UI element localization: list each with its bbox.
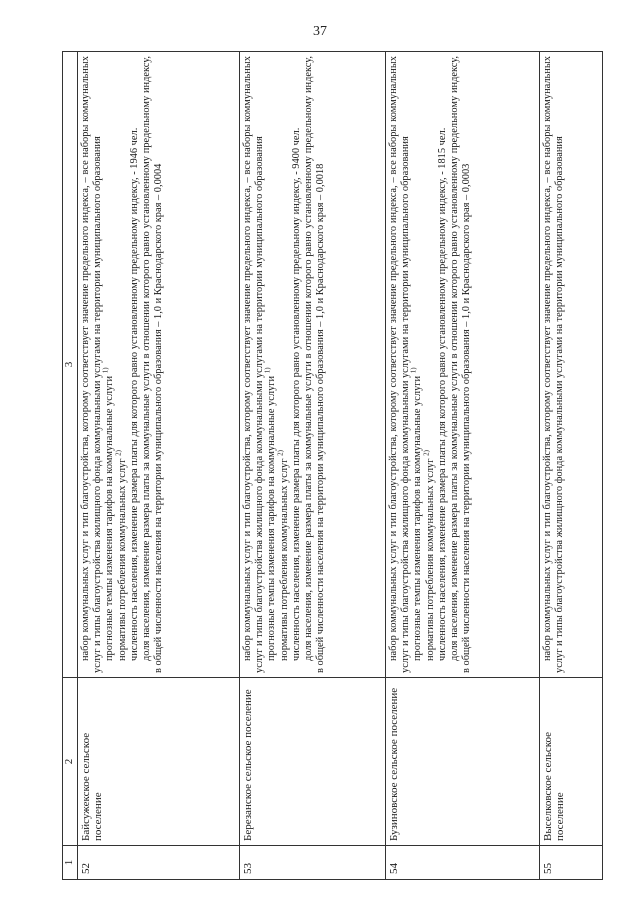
description-line: прогнозные темпы изменения тарифов на коммунальные услуги $^{1)}$ bbox=[409, 367, 424, 661]
header-cell: 2 bbox=[63, 678, 78, 846]
rotated-table-container bbox=[62, 52, 600, 880]
header-cell: 1 bbox=[63, 846, 78, 880]
footnote-mark: 2) bbox=[422, 450, 431, 456]
description-line: набор коммунальных услуг и тип благоустройства, которому соответствует значение предельного индекса, – все наборы коммунальных услуг и типы благоустройства жилищного фонда коммунальными услугами на территории муниципального образования bbox=[388, 56, 412, 673]
footnote-mark: 2) bbox=[114, 450, 123, 456]
row-number: 52 bbox=[78, 846, 240, 880]
table-row bbox=[540, 52, 603, 880]
description-line: численность населения, изменение размера платы для которого равно установленному предельному индексу, - 1815 чел. bbox=[436, 127, 448, 661]
header-cell: 3 bbox=[63, 52, 78, 678]
footnote-mark: 1) bbox=[263, 367, 272, 374]
description-line: численность населения, изменение размера платы для которого равно установленному предельному индексу, - 1946 чел. bbox=[128, 127, 140, 661]
description-line: нормативы потребления коммунальных услуг $^{2)}$ bbox=[276, 450, 290, 661]
settlement-name: Байсужекское сельское поселение bbox=[78, 678, 240, 846]
row-number: 53 bbox=[240, 846, 386, 880]
description-line: прогнозные темпы изменения тарифов на коммунальные услуги $^{1)}$ bbox=[101, 367, 116, 661]
footnote-mark: 1) bbox=[409, 367, 418, 374]
table-row bbox=[78, 52, 240, 880]
description-line: нормативы потребления коммунальных услуг $^{2)}$ bbox=[114, 450, 128, 661]
description-line: доля населения, изменение размера платы за коммунальные услуги в отношении которого равно установленному предельному индексу, в общей численности населения на территории муниципального образования – 1,0 и Краснодарского края – 0,0018 bbox=[303, 56, 327, 673]
row-number: 54 bbox=[386, 846, 540, 880]
table-row bbox=[240, 52, 386, 880]
footnote-mark: 2) bbox=[276, 450, 285, 456]
settlement-name: Березанское сельское поселение bbox=[240, 678, 386, 846]
description-cell bbox=[386, 52, 540, 678]
row-number: 55 bbox=[540, 846, 603, 880]
footnote-mark: 1) bbox=[101, 367, 110, 374]
description-line: численность населения, изменение размера платы для которого равно установленному предельному индексу, - 9400 чел. bbox=[290, 127, 302, 661]
description-cell bbox=[240, 52, 386, 678]
description-line: набор коммунальных услуг и тип благоустройства, которому соответствует значение предельного индекса, – все наборы коммунальных услуг и типы благоустройства жилищного фонда коммунальными услугами на территории муниципального образования bbox=[80, 56, 104, 673]
description-line: набор коммунальных услуг и тип благоустройства, которому соответствует значение предельного индекса, – все наборы коммунальных услуг и типы благоустройства жилищного фонда коммунальными услугами на территории муниципального образования bbox=[542, 56, 566, 673]
table-row bbox=[386, 52, 540, 880]
header-row bbox=[63, 52, 78, 880]
settlement-name: Выселковское сельское поселение bbox=[540, 678, 603, 846]
description-line: набор коммунальных услуг и тип благоустройства, которому соответствует значение предельного индекса, – все наборы коммунальных услуг и типы благоустройства жилищного фонда коммунальными услугами на территории муниципального образования bbox=[242, 56, 266, 673]
description-cell bbox=[540, 52, 603, 678]
description-line: прогнозные темпы изменения тарифов на коммунальные услуги $^{1)}$ bbox=[263, 367, 278, 661]
settlement-name: Бузиновское сельское поселение bbox=[386, 678, 540, 846]
page-number: 37 bbox=[313, 24, 327, 39]
description-line: нормативы потребления коммунальных услуг $^{2)}$ bbox=[422, 450, 436, 661]
description-line: доля населения, изменение размера платы за коммунальные услуги в отношении которого равно установленному предельному индексу, в общей численности населения на территории муниципального образования – 1,0 и Краснодарского края – 0,0004 bbox=[141, 56, 165, 673]
description-line: доля населения, изменение размера платы за коммунальные услуги в отношении которого равно установленному предельному индексу, в общей численности населения на территории муниципального образования – 1,0 и Краснодарского края – 0,0003 bbox=[449, 56, 473, 673]
data-table bbox=[62, 51, 603, 880]
description-cell bbox=[78, 52, 240, 678]
